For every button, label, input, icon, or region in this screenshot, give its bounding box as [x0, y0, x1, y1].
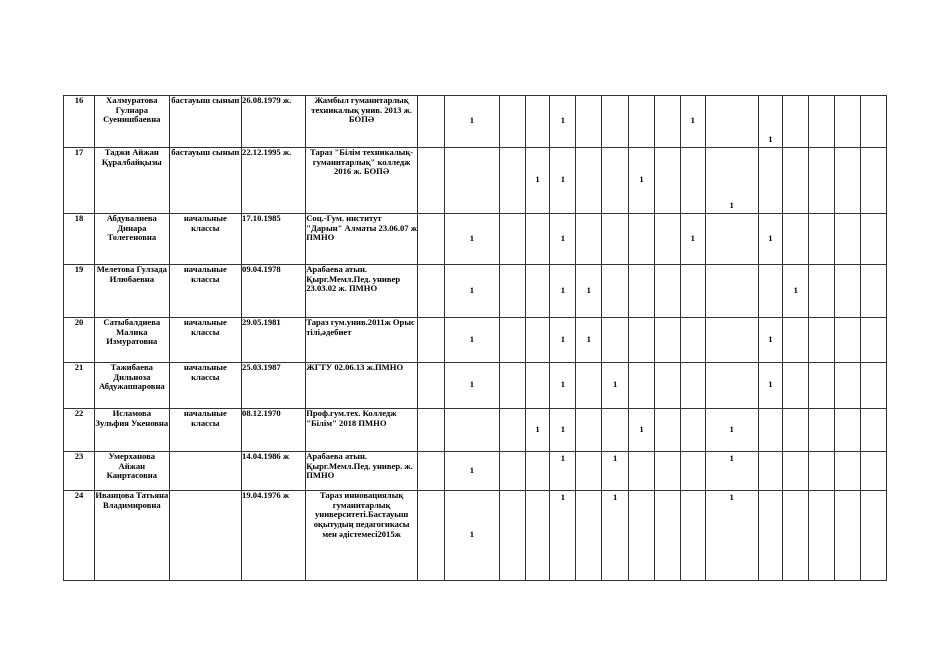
mark-cell: [550, 409, 576, 452]
mark-cell: [444, 148, 499, 214]
mark-cell: [499, 363, 525, 409]
birth-date: 14.04.1986 ж: [242, 452, 306, 491]
mark-value: 1: [469, 379, 474, 389]
row-number: 21: [64, 363, 95, 409]
teacher-name: Абдувалиева Динара Толегеновна: [95, 214, 170, 265]
mark-cell: [835, 214, 861, 265]
position: бастауыш сынып: [169, 148, 241, 214]
row-number: 18: [64, 214, 95, 265]
mark-cell: [860, 318, 886, 363]
table-row: [64, 265, 887, 318]
birth-date: 26.08.1979 ж.: [242, 96, 306, 148]
mark-value: 1: [535, 424, 540, 434]
mark-cell: [783, 491, 809, 581]
mark-value: 1: [535, 174, 540, 184]
mark-cell: [418, 452, 445, 491]
mark-cell: [809, 96, 835, 148]
mark-cell: [444, 491, 499, 581]
table-row: [64, 363, 887, 409]
mark-cell: [680, 409, 705, 452]
mark-value: 1: [560, 233, 566, 243]
mark-cell: [499, 214, 525, 265]
mark-cell: [629, 409, 655, 452]
mark-value: 1: [729, 200, 734, 210]
mark-cell: [444, 318, 499, 363]
mark-cell: [835, 491, 861, 581]
mark-cell: [680, 491, 705, 581]
teacher-name: Тажибаева Дильноза Абдужаппаровна: [95, 363, 170, 409]
mark-cell: [758, 452, 783, 491]
birth-date: 29.05.1981: [242, 318, 306, 363]
mark-cell: [550, 491, 576, 581]
mark-cell: [576, 148, 602, 214]
mark-value: 1: [729, 492, 734, 502]
mark-cell: [525, 318, 550, 363]
position: начальные классы: [169, 409, 241, 452]
mark-cell: [809, 148, 835, 214]
mark-cell: [444, 96, 499, 148]
position: бастауыш сынып: [169, 96, 241, 148]
position: [169, 491, 241, 581]
mark-cell: [705, 363, 758, 409]
mark-cell: [499, 491, 525, 581]
mark-cell: [499, 452, 525, 491]
mark-cell: [783, 363, 809, 409]
mark-cell: [418, 214, 445, 265]
mark-cell: [418, 148, 445, 214]
education: Тараз гум.унив.2011ж Орыс тілі,әдебиет: [306, 318, 418, 363]
mark-cell: [576, 363, 602, 409]
mark-value: 1: [690, 233, 695, 243]
mark-cell: [835, 452, 861, 491]
mark-cell: [602, 363, 629, 409]
mark-cell: [499, 265, 525, 318]
mark-value: 1: [768, 134, 773, 144]
mark-cell: [444, 363, 499, 409]
mark-cell: [705, 96, 758, 148]
mark-cell: [860, 452, 886, 491]
position: [169, 452, 241, 491]
education: Арабаева атын. Қырг.Мемл.Пед. универ. ж. ПМНО: [306, 452, 418, 491]
mark-cell: [550, 318, 576, 363]
position: начальные классы: [169, 265, 241, 318]
mark-cell: [629, 491, 655, 581]
mark-cell: [444, 452, 499, 491]
mark-cell: [705, 452, 758, 491]
mark-value: 1: [560, 453, 566, 463]
education: Тараз "Білім техникалық-гуманитарлық" колледж 2016 ж. БОПӘ: [306, 148, 418, 214]
mark-value: 1: [729, 453, 734, 463]
mark-cell: [783, 214, 809, 265]
mark-cell: [629, 265, 655, 318]
birth-date: 17.10.1985: [242, 214, 306, 265]
mark-cell: [655, 214, 681, 265]
mark-cell: [680, 452, 705, 491]
mark-value: 1: [469, 233, 474, 243]
mark-cell: [655, 363, 681, 409]
row-number: 22: [64, 409, 95, 452]
mark-value: 1: [639, 174, 644, 184]
mark-value: 1: [469, 465, 474, 475]
mark-cell: [629, 452, 655, 491]
mark-cell: [444, 265, 499, 318]
mark-cell: [576, 491, 602, 581]
mark-cell: [418, 491, 445, 581]
mark-cell: [602, 214, 629, 265]
mark-cell: [680, 214, 705, 265]
mark-cell: [809, 491, 835, 581]
mark-cell: [680, 318, 705, 363]
education: Жамбыл гуманитарлық техникалық унив. 2013 ж. БОПӘ: [306, 96, 418, 148]
row-number: 20: [64, 318, 95, 363]
mark-value: 1: [560, 115, 566, 125]
mark-cell: [550, 148, 576, 214]
row-number: 19: [64, 265, 95, 318]
row-number: 24: [64, 491, 95, 581]
row-number: 17: [64, 148, 95, 214]
mark-cell: [576, 452, 602, 491]
mark-value: 1: [768, 379, 773, 389]
mark-cell: [550, 452, 576, 491]
teacher-name: Исламова Зульфия Укеновна: [95, 409, 170, 452]
mark-cell: [758, 491, 783, 581]
position: начальные классы: [169, 363, 241, 409]
mark-value: 1: [586, 285, 591, 295]
table-row: [64, 214, 887, 265]
mark-cell: [783, 318, 809, 363]
education: Соц.-Гум. институт "Дарын" Алматы 23.06.07 ж ПМНО: [306, 214, 418, 265]
mark-cell: [576, 265, 602, 318]
mark-cell: [655, 318, 681, 363]
mark-value: 1: [586, 334, 591, 344]
mark-cell: [444, 409, 499, 452]
mark-cell: [680, 148, 705, 214]
mark-cell: [576, 96, 602, 148]
mark-cell: [629, 363, 655, 409]
mark-cell: [860, 96, 886, 148]
teacher-name: Иванцова Татьяна Владимировна: [95, 491, 170, 581]
table-row: [64, 452, 887, 491]
birth-date: 22.12.1995 ж.: [242, 148, 306, 214]
mark-value: 1: [469, 285, 474, 295]
mark-cell: [705, 265, 758, 318]
mark-cell: [499, 96, 525, 148]
mark-cell: [550, 265, 576, 318]
mark-cell: [525, 148, 550, 214]
mark-cell: [783, 96, 809, 148]
mark-cell: [758, 363, 783, 409]
mark-cell: [629, 96, 655, 148]
mark-cell: [783, 265, 809, 318]
teacher-name: Сатыбалдиева Малика Измуратовна: [95, 318, 170, 363]
table-row: [64, 148, 887, 214]
education: Арабаева атын. Қырг.Мемл.Пед. универ 23.03.02 ж. ПМНО: [306, 265, 418, 318]
position: начальные классы: [169, 214, 241, 265]
mark-cell: [602, 318, 629, 363]
mark-cell: [860, 265, 886, 318]
mark-cell: [758, 96, 783, 148]
mark-cell: [809, 452, 835, 491]
mark-cell: [418, 96, 445, 148]
mark-value: 1: [469, 529, 474, 539]
education: ЖГТУ 02.06.13 ж.ПМНО: [306, 363, 418, 409]
mark-cell: [602, 452, 629, 491]
mark-cell: [550, 214, 576, 265]
mark-cell: [758, 409, 783, 452]
mark-cell: [783, 409, 809, 452]
mark-cell: [680, 96, 705, 148]
mark-cell: [809, 318, 835, 363]
mark-value: 1: [560, 492, 566, 502]
mark-cell: [705, 148, 758, 214]
mark-cell: [576, 318, 602, 363]
mark-cell: [835, 265, 861, 318]
mark-value: 1: [768, 233, 773, 243]
mark-cell: [655, 148, 681, 214]
mark-cell: [525, 96, 550, 148]
mark-cell: [705, 409, 758, 452]
mark-cell: [860, 214, 886, 265]
table-row: [64, 96, 887, 148]
mark-cell: [705, 318, 758, 363]
mark-cell: [525, 265, 550, 318]
education: Проф.гум.тех. Колледж "Білім" 2018 ПМНО: [306, 409, 418, 452]
mark-cell: [525, 452, 550, 491]
teacher-name: Мелетова Гулзада Илюбаевна: [95, 265, 170, 318]
mark-cell: [629, 318, 655, 363]
mark-cell: [835, 148, 861, 214]
mark-cell: [602, 148, 629, 214]
mark-value: 1: [690, 115, 695, 125]
mark-cell: [602, 409, 629, 452]
mark-value: 1: [639, 424, 644, 434]
mark-value: 1: [560, 424, 566, 434]
mark-cell: [655, 265, 681, 318]
mark-cell: [758, 214, 783, 265]
teacher-name: Таджи Айжан Құралбайқызы: [95, 148, 170, 214]
mark-cell: [835, 96, 861, 148]
mark-cell: [499, 148, 525, 214]
mark-value: 1: [729, 424, 734, 434]
mark-value: 1: [469, 334, 474, 344]
mark-cell: [680, 265, 705, 318]
mark-cell: [655, 409, 681, 452]
mark-cell: [602, 491, 629, 581]
education: Тараз инновациялық гуманитарлық университеті.Бастауыш оқытудың педагогикасы мен әдістемесі2015ж: [306, 491, 418, 581]
mark-cell: [655, 96, 681, 148]
mark-cell: [835, 363, 861, 409]
mark-cell: [655, 452, 681, 491]
mark-cell: [809, 265, 835, 318]
mark-value: 1: [560, 285, 566, 295]
mark-cell: [680, 363, 705, 409]
mark-cell: [602, 265, 629, 318]
mark-value: 1: [613, 379, 618, 389]
position: начальные классы: [169, 318, 241, 363]
mark-cell: [809, 214, 835, 265]
mark-value: 1: [560, 174, 566, 184]
mark-cell: [835, 409, 861, 452]
mark-cell: [499, 318, 525, 363]
mark-cell: [525, 363, 550, 409]
mark-value: 1: [613, 492, 618, 502]
teacher-name: Халмуратова Гулнара Суенишбаевна: [95, 96, 170, 148]
mark-cell: [860, 409, 886, 452]
birth-date: 19.04.1976 ж: [242, 491, 306, 581]
mark-cell: [860, 363, 886, 409]
row-number: 23: [64, 452, 95, 491]
mark-cell: [418, 409, 445, 452]
mark-cell: [444, 214, 499, 265]
mark-cell: [525, 491, 550, 581]
mark-cell: [576, 214, 602, 265]
mark-cell: [835, 318, 861, 363]
mark-cell: [860, 491, 886, 581]
mark-cell: [705, 491, 758, 581]
mark-cell: [550, 96, 576, 148]
row-number: 16: [64, 96, 95, 148]
mark-cell: [602, 96, 629, 148]
mark-cell: [758, 318, 783, 363]
mark-cell: [629, 214, 655, 265]
mark-cell: [525, 409, 550, 452]
mark-cell: [860, 148, 886, 214]
mark-value: 1: [560, 379, 566, 389]
mark-value: 1: [560, 334, 566, 344]
birth-date: 09.04.1978: [242, 265, 306, 318]
mark-cell: [418, 318, 445, 363]
mark-cell: [783, 148, 809, 214]
mark-cell: [525, 214, 550, 265]
birth-date: 25.03.1987: [242, 363, 306, 409]
mark-cell: [655, 491, 681, 581]
mark-cell: [576, 409, 602, 452]
mark-cell: [758, 265, 783, 318]
mark-cell: [629, 148, 655, 214]
mark-cell: [418, 265, 445, 318]
teacher-name: Умерханова Айжан Каиртасовна: [95, 452, 170, 491]
mark-value: 1: [793, 285, 798, 295]
mark-cell: [499, 409, 525, 452]
table-row: [64, 491, 887, 581]
birth-date: 08.12.1970: [242, 409, 306, 452]
mark-value: 1: [768, 334, 773, 344]
mark-cell: [809, 363, 835, 409]
mark-cell: [758, 148, 783, 214]
mark-cell: [550, 363, 576, 409]
table-row: [64, 409, 887, 452]
mark-value: 1: [469, 115, 474, 125]
teachers-table: [63, 95, 887, 581]
mark-cell: [809, 409, 835, 452]
mark-cell: [783, 452, 809, 491]
mark-cell: [705, 214, 758, 265]
mark-value: 1: [613, 453, 618, 463]
mark-cell: [418, 363, 445, 409]
table-row: [64, 318, 887, 363]
